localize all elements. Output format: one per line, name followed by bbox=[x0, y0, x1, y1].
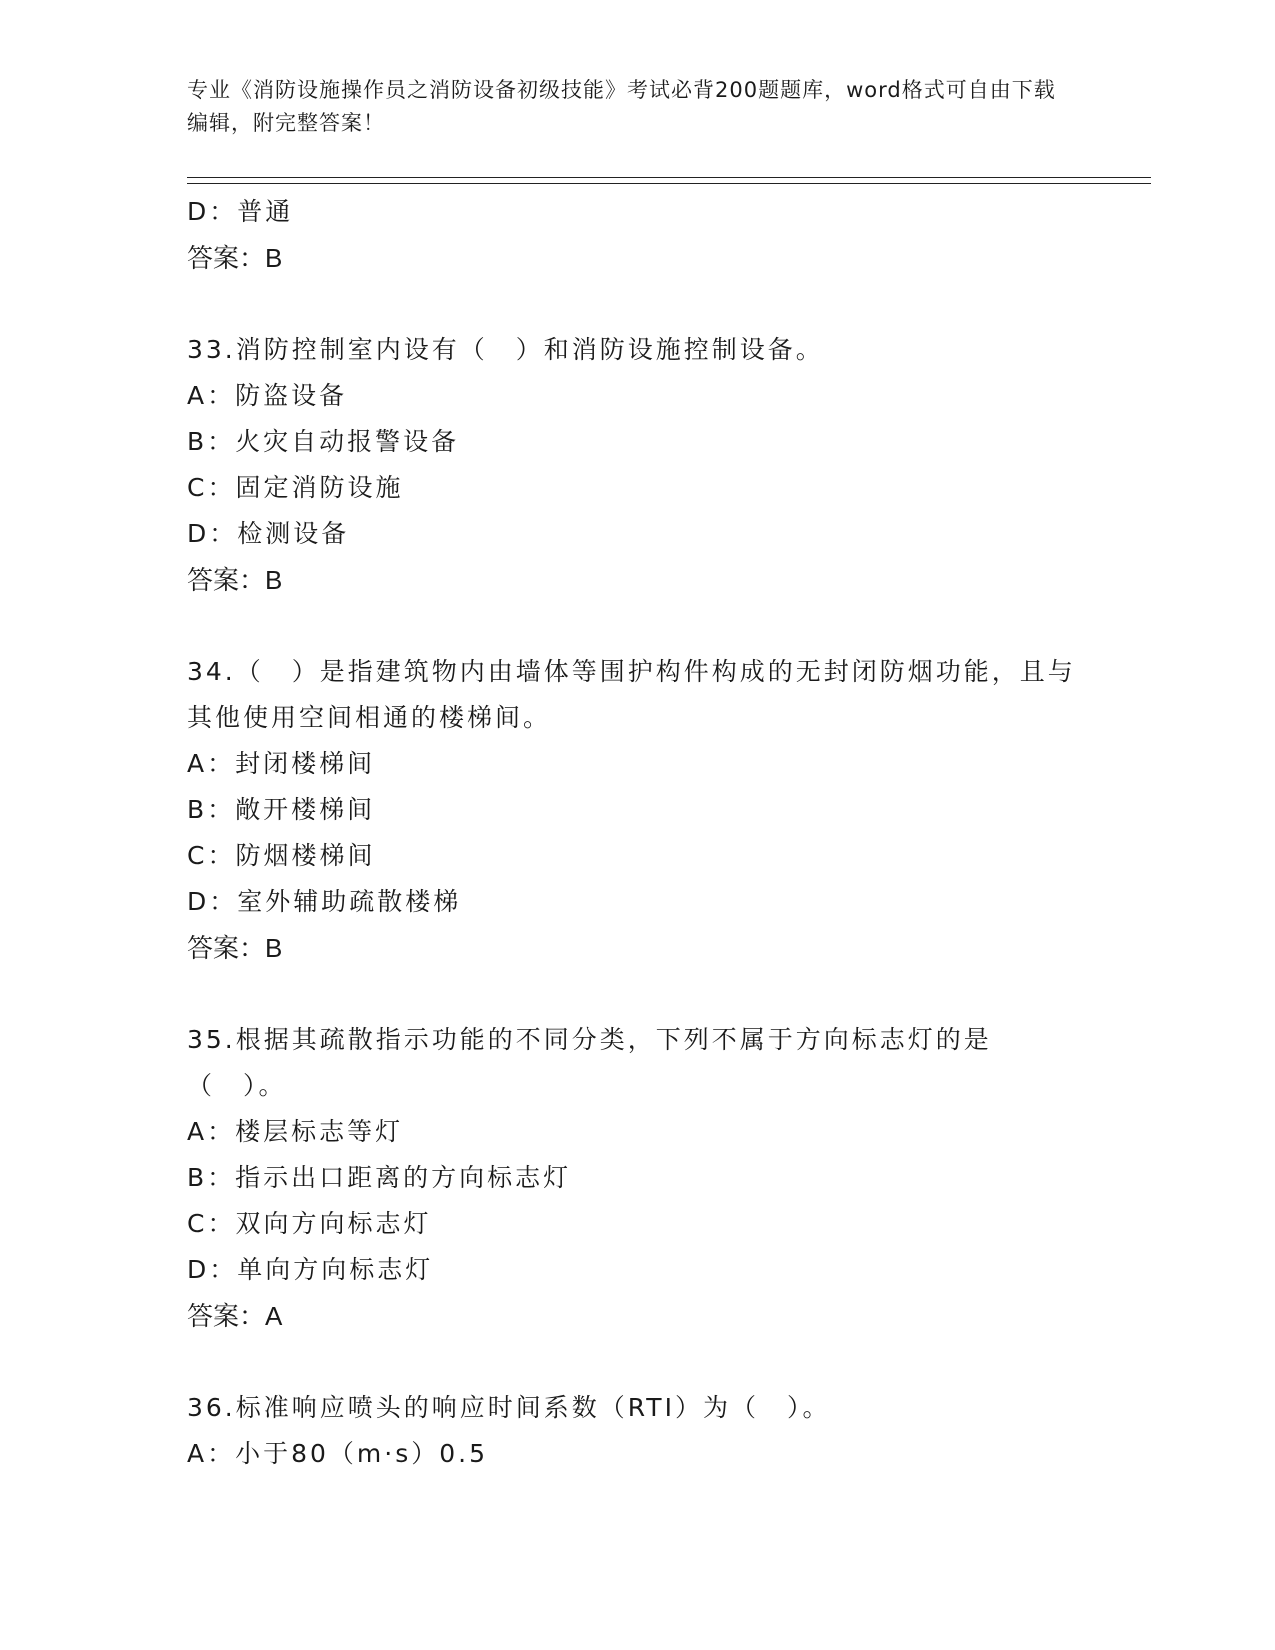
spacer bbox=[187, 603, 1087, 649]
question-block bbox=[187, 189, 1087, 281]
option-d: D：室外辅助疏散楼梯 bbox=[187, 887, 462, 916]
option-a: A：封闭楼梯间 bbox=[187, 749, 376, 778]
answer-line: 答案：B bbox=[187, 565, 283, 595]
option-d: D：单向方向标志灯 bbox=[187, 1255, 434, 1284]
question-list bbox=[187, 189, 1087, 1477]
option-d: D：普通 bbox=[187, 197, 294, 226]
option-a: A：防盗设备 bbox=[187, 381, 348, 410]
header-title: 专业《消防设施操作员之消防设备初级技能》考试必背200题题库，word格式可自由下载编辑，附完整答案！ bbox=[187, 78, 1056, 135]
question-block bbox=[187, 1385, 1087, 1477]
answer-line: 答案：B bbox=[187, 243, 283, 273]
answer-line: 答案：B bbox=[187, 933, 283, 963]
question-text: 33.消防控制室内设有（ ）和消防设施控制设备。 bbox=[187, 335, 824, 364]
spacer bbox=[187, 971, 1087, 1017]
question-text: 34.（ ）是指建筑物内由墙体等围护构件构成的无封闭防烟功能，且与其他使用空间相通的楼梯间。 bbox=[187, 657, 1076, 732]
spacer bbox=[187, 281, 1087, 327]
option-c: C：防烟楼梯间 bbox=[187, 841, 376, 870]
option-d: D：检测设备 bbox=[187, 519, 350, 548]
question-block bbox=[187, 649, 1087, 971]
option-a: A：小于80（m·s）0.5 bbox=[187, 1439, 488, 1468]
option-b: B：火灾自动报警设备 bbox=[187, 427, 460, 456]
document-header bbox=[187, 74, 1067, 140]
header-rule-top bbox=[187, 177, 1151, 178]
question-block bbox=[187, 327, 1087, 603]
header-rule-bottom bbox=[187, 183, 1151, 184]
option-a: A：楼层标志等灯 bbox=[187, 1117, 404, 1146]
answer-line: 答案：A bbox=[187, 1301, 283, 1331]
option-c: C：双向方向标志灯 bbox=[187, 1209, 432, 1238]
question-text: 36.标准响应喷头的响应时间系数（RTI）为（ ）。 bbox=[187, 1393, 831, 1422]
question-block bbox=[187, 1017, 1087, 1339]
option-b: B：指示出口距离的方向标志灯 bbox=[187, 1163, 572, 1192]
question-text: 35.根据其疏散指示功能的不同分类，下列不属于方向标志灯的是（ ）。 bbox=[187, 1025, 992, 1100]
option-b: B：敞开楼梯间 bbox=[187, 795, 376, 824]
option-c: C：固定消防设施 bbox=[187, 473, 404, 502]
spacer bbox=[187, 1339, 1087, 1385]
